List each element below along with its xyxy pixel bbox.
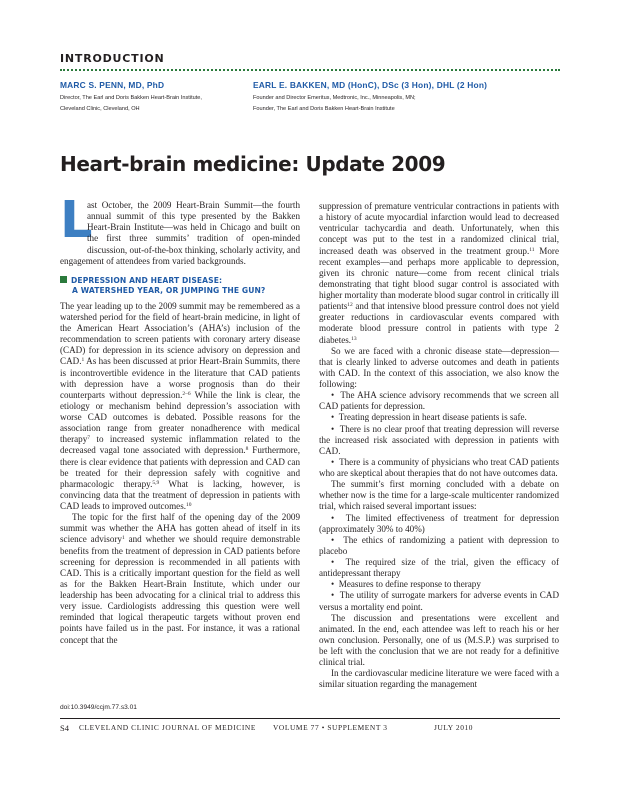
body-paragraph: So we are faced with a chronic disease state—depression—that is clearly linked to adverse outcomes and death in patients with CAD. In the context of this association, we also know the following: [319, 345, 559, 389]
page-number: S4 [60, 723, 69, 733]
author-name: MARC S. PENN, MD, PhD [60, 80, 165, 90]
body-paragraph: The summit’s first morning concluded with a debate on whether now is the time for a large-scale multicenter randomized trial, which raised several important issues: [319, 479, 559, 512]
doi-link[interactable]: doi:10.3949/ccjm.77.s3.01 [60, 704, 137, 711]
body-paragraph: suppression of premature ventricular contractions in patients with a history of acute myocardial infarction would lead to decreased ventricular tachycardia and death. Unfortunately, when this concept was put to the test in a randomized clinical trial, increased death was observed in the treatment group.$^{11}$ More recent examples—and perhaps more applicable to depression, given its chronic nature—come from recent clinical trials demonstrating that tight blood sugar control is associated with higher mortality than moderate blood sugar control in critically ill patients$^{12}$ and that intensive blood pressure control does not yield greater reductions in cardiovascular events compared with moderate blood pressure control in patients with type 2 diabetes.$^{13}$ [319, 201, 559, 345]
paragraph-text: ast October, the 2009 Heart-Brain Summit—the fourth annual summit of this type presented by the Bakken Heart-Brain Institute—was held in Chicago and built on the first three summits’ tradition of open-minded discussion, out-of-the-box thinking, scholarly activity, and engagement of attendees from varied backgrounds. [60, 200, 300, 266]
bullet-item: • The AHA science advisory recommends that we screen all CAD patients for depression. [319, 390, 559, 412]
body-paragraph: The year leading up to the 2009 summit may be remembered as a watershed period for the field of heart-brain medicine, in light of the American Heart Association’s (AHA’s) inclusion of the recommendation to screen patients with coronary artery disease (CAD) for depression in its science advisory on depression and CAD.$^1$ As has been discussed at prior Heart-Brain Summits, there is incontrovertible evidence in the literature that CAD patients with depression have a worse prognosis than do their counterparts without depression.$^{2-6}$ While the link is clear, the etiology or mechanism behind depression’s association with worse CAD outcomes is debated. Possible reasons for the association range from greater nonadherence with medical therapy$^7$ to increased systemic inflammation related to the decreased vagal tone associated with depression.$^8$ Furthermore, there is clear evidence that patients with depression and CAD can be treated for their depression safely with cognitive and pharmacologic therapy.$^{5,9}$ What is lacking, however, is convincing data that the treatment of depression in patients with CAD leads to improved outcomes.$^{10}$ [60, 300, 300, 511]
body-paragraph: In the cardiovascular medicine literature we were faced with a similar situation regarding the management [319, 668, 559, 690]
bullet-item: • There is a community of physicians who treat CAD patients who are skeptical about therapies that do not have outcomes data. [319, 456, 559, 478]
text-column-left [60, 191, 300, 646]
author-block-1 [60, 80, 230, 114]
issue-date: JULY 2010 [434, 723, 474, 732]
square-bullet-icon [60, 276, 67, 283]
bullet-item: • There is no clear proof that treating depression will reverse the increased risk associated with depression in patients with CAD. [319, 423, 560, 456]
bullet-item: • The required size of the trial, given the efficacy of antidepressant therapy [319, 557, 559, 579]
section-heading [60, 276, 300, 297]
author-name: EARL E. BAKKEN, MD (HonC), DSc (3 Hon), DHL (2 Hon) [253, 80, 488, 90]
footer-divider [60, 718, 560, 719]
section-label: INTRODUCTION [60, 52, 165, 65]
bullet-item: • Treating depression in heart disease patients is safe. [331, 412, 527, 423]
intro-paragraph [60, 191, 300, 267]
bullet-item: • The ethics of randomizing a patient with depression to placebo [319, 534, 559, 556]
author-block-2 [253, 80, 553, 114]
author-affiliation [60, 93, 230, 114]
author-affiliation [253, 93, 553, 114]
article-title: Heart-brain medicine: Update 2009 [60, 152, 446, 176]
affiliation-line: Director, The Earl and Doris Bakken Heart-Brain Institute, [60, 95, 202, 101]
bullet-item: • The utility of surrogate markers for adverse events in CAD versus a mortality end point. [319, 590, 560, 612]
affiliation-line: Founder, The Earl and Doris Bakken Heart-Brain Institute [253, 105, 395, 112]
bullet-item: • Measures to define response to therapy [331, 579, 481, 590]
volume-info: VOLUME 77 • SUPPLEMENT 3 [273, 723, 388, 732]
body-paragraph: The discussion and presentations were excellent and animated. In the end, each attendee was left to reach his or her own conclusion. Personally, one of us (M.S.P.) was surprised to be left with the conclusion that we are not ready for a definitive clinical trial. [319, 612, 559, 668]
bullet-item: • The limited effectiveness of treatment for depression (approximately 30% to 40%) [319, 512, 560, 534]
affiliation-line: Cleveland Clinic, Cleveland, OH [60, 105, 140, 112]
text-column-right [319, 201, 559, 691]
header-divider [60, 69, 560, 71]
affiliation-line: Founder and Director Emeritus, Medtronic, Inc., Minneapolis, MN; [253, 95, 416, 101]
heading-line: DEPRESSION AND HEART DISEASE: [71, 275, 223, 285]
journal-name: CLEVELAND CLINIC JOURNAL OF MEDICINE [79, 723, 256, 732]
body-paragraph: The topic for the first half of the opening day of the 2009 summit was whether the AHA has gotten ahead of itself in its science advisory$^1$ and whether we should require demonstrable benefits from the treatment of depression in CAD patients before screening for depression is recommended in all patients with CAD. This is a critically important question for the field as well as for the Bakken Heart-Brain Institute, which under our leadership has been advocating for a clinical trial to address this very issue. Cardiologists addressing this question were well reminded that logical therapeutic targets without proven end points have failed us in the past. For instance, it was a rational concept that the [60, 512, 300, 645]
drop-cap: L [60, 191, 93, 250]
heading-line: A WATERSHED YEAR, OR JUMPING THE GUN? [72, 286, 266, 296]
